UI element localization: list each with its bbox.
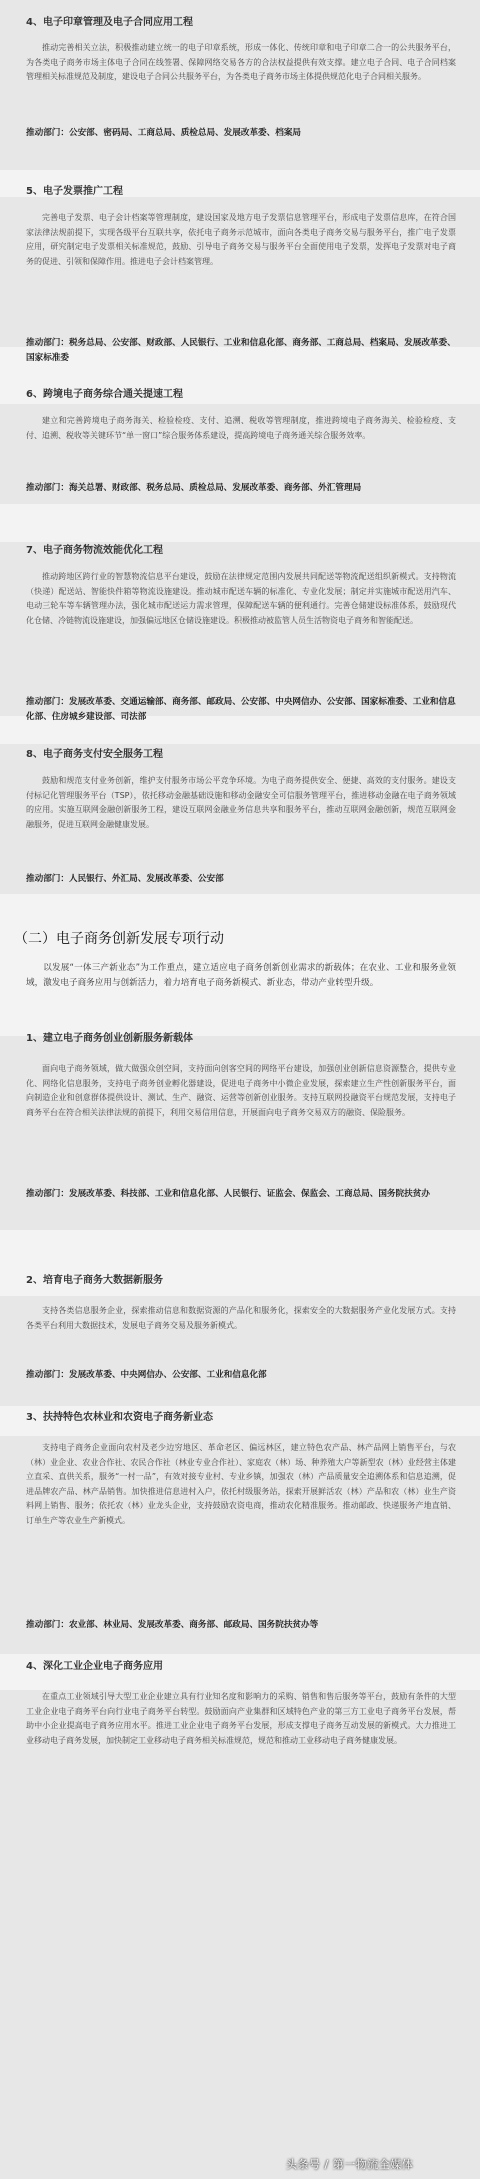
subsection-body: 支持各类信息服务企业，探索推动信息和数据资源的产品化和服务化，探索安全的大数据服务产业化发展方式。支持各类平台利用大数据技术，发展电子商务交易及服务新模式。 — [26, 1306, 456, 1330]
department-line: 推动部门：税务总局、公安部、财政部、人民银行、工业和信息化部、商务部、工商总局、档案局、发展改革委、国家标准委 — [26, 338, 456, 363]
section-title: 6、跨境电子商务综合通关提速工程 — [26, 389, 183, 400]
subsection-title: 1、建立电子商务创业创新服务新载体 — [26, 1033, 193, 1044]
section-body: 完善电子发票、电子会计档案等管理制度，建设国家及地方电子发票信息管理平台，形成电子发票信息库，在符合国家法律法规前提下，实现各级平台互联共享，依托电子商务示范城市，面向各类电子商务交易与服务平台，推广电子发票应用，研究制定电子发票相关标准规范，鼓励、引导电子商务交易与服务平台全面使用电子发票，发挥电子发票对电子商务的促进、引领和保障作用。推进电子会计档案管理。 — [26, 213, 456, 266]
subsection-body: 支持电子商务企业面向农村及老少边穷地区、革命老区、偏远林区，建立特色农产品、林产品网上销售平台，与农（林）业企业、农业合作社、农民合作社（林业专业合作社）、家庭农（林）场、种养殖大户等新型农（林）业经营主体建立直采、直供关系，服务“一村一品”，有效对接专业村、专业乡镇，加强农（林）产品质量安全追溯体系和信息追溯，促进品牌农产品、林产品销售。加快推进信息进村入户，依托村级服务站，探索开展鲜活农（林）产品和农（林）业生产资料网上销售、服务；依托农（林）业龙头企业，支持鼓励农资电商，推动农化精准服务。推动邮政、快递服务产地直销、订单生产等农业生产新模式。 — [26, 1443, 456, 1525]
section-title: 7、电子商务物流效能优化工程 — [26, 545, 163, 556]
section-band — [0, 1690, 480, 2179]
subsection-title: 2、培育电子商务大数据新服务 — [26, 1275, 163, 1286]
department-line: 推动部门：发展改革委、交通运输部、商务部、邮政局、公安部、中央网信办、公安部、国家标准委、工业和信息化部、住房城乡建设部、司法部 — [26, 697, 456, 722]
department-line: 推动部门：农业部、林业局、发展改革委、商务部、邮政局、国务院扶贫办等 — [26, 1620, 319, 1630]
subsection-body: 面向电子商务领域，做大做强众创空间，支持面向创客空间的网络平台建设，加强创业创新信息资源整合，提供专业化、网络化信息服务，支持电子商务创业孵化器建设，促进电子商务中小微企业发展，探索建立生产性创新服务平台，面向制造企业和创意群体提供设计、测试、生产、融资、运营等创新创业服务。支持互联网投融资平台规范发展，支持电子商务平台在符合相关法律法规的前提下，利用交易信用信息，开展面向电子商务交易双方的融资、保险服务。 — [26, 1064, 456, 1117]
department-line: 推动部门：人民银行、外汇局、发展改革委、公安部 — [26, 874, 224, 884]
department-line: 推动部门：海关总署、财政部、税务总局、质检总局、发展改革委、商务部、外汇管理局 — [26, 483, 362, 493]
section-body: 鼓励和规范支付业务创新，维护支付服务市场公平竞争环境。为电子商务提供安全、便捷、高效的支付服务。建设支付标记化管理服务平台（TSP），依托移动金融基础设施和移动金融安全可信服务管理平台，推进移动金融在电子商务领域的应用。实施互联网金融创新服务工程，建设互联网金融业务信息共享和服务平台，推动互联网金融创新，规范互联网金融服务，促进互联网金融健康发展。 — [26, 776, 456, 829]
subsection-title: 4、深化工业企业电子商务应用 — [26, 1661, 163, 1672]
subsection-title: 3、扶持特色农林业和农资电子商务新业态 — [26, 1412, 213, 1423]
section-band — [0, 542, 480, 716]
subsection-body: 在重点工业领域引导大型工业企业建立具有行业知名度和影响力的采购、销售和售后服务等平台，鼓励有条件的大型工业企业电子商务平台向行业电子商务平台转型。鼓励面向产业集群和区域特色产业的第三方工业电子商务平台发展，帮助中小企业提高电子商务应用水平。推进工业企业电子商务平台发展，形成支撑电子商务互动发展的新模式。大力推进工业移动电子商务发展，加快制定工业移动电子商务相关标准规范，规范和推动工业移动电子商务健康发展。 — [26, 1692, 456, 1745]
section-title: 8、电子商务支付安全服务工程 — [26, 749, 163, 760]
watermark-logo: 头条号 / 第一物流全媒体 — [286, 2158, 414, 2171]
section-title: 4、电子印章管理及电子合同应用工程 — [26, 17, 193, 28]
action-heading: （二）电子商务创新发展专项行动 — [14, 931, 224, 947]
department-line: 推动部门：公安部、密码局、工商总局、质检总局、发展改革委、档案局 — [26, 128, 302, 138]
section-body: 推动完善相关立法，积极推动建立统一的电子印章系统，形成一体化、传统印章和电子印章二合一的公共服务平台，为各类电子商务市场主体电子合同在线签署、保障网络交易各方的合法权益提供有效支撑。建立电子合同、电子合同档案管理相关标准规范及制度，建设电子合同公共服务平台，为各类电子商务市场主体提供规范化电子合同相关服务。 — [26, 43, 456, 81]
section-body: 建立和完善跨境电子商务海关、检验检疫、支付、追溯、税收等管理制度，推进跨境电子商务海关、检验检疫、支付、追溯、税收等关键环节“单一窗口”综合服务体系建设，提高跨境电子商务通关综合服务效率。 — [26, 416, 456, 440]
department-line: 推动部门：发展改革委、中央网信办、公安部、工业和信息化部 — [26, 1370, 267, 1380]
section-body: 推动跨地区跨行业的智慧物流信息平台建设，鼓励在法律规定范围内发展共同配送等物流配送组织新模式。支持物流（快递）配送站、智能快件箱等物流设施建设。推动城市配送车辆的标准化、专业化发展；制定并实施城市配送用汽车、电动三轮车等车辆管理办法，强化城市配送运力需求管理，保障配送车辆的便利通行。完善仓储建设标准体系，鼓励现代化仓储、冷链物流设施建设，加强偏远地区仓储设施建设。积极推动被监管人员生活物资电子商务和智能配送。 — [26, 572, 456, 625]
department-line: 推动部门：发展改革委、科技部、工业和信息化部、人民银行、证监会、保监会、工商总局、国务院扶贫办 — [26, 1189, 430, 1199]
section-title: 5、电子发票推广工程 — [26, 186, 123, 197]
action-intro: 以发展“一体三产新业态”为工作重点，建立适应电子商务创新创业需求的新载体；在农业、工业和服务业领域，激发电子商务应用与创新活力，着力培育电子商务新模式、新业态，带动产业转型升级。 — [26, 963, 456, 988]
